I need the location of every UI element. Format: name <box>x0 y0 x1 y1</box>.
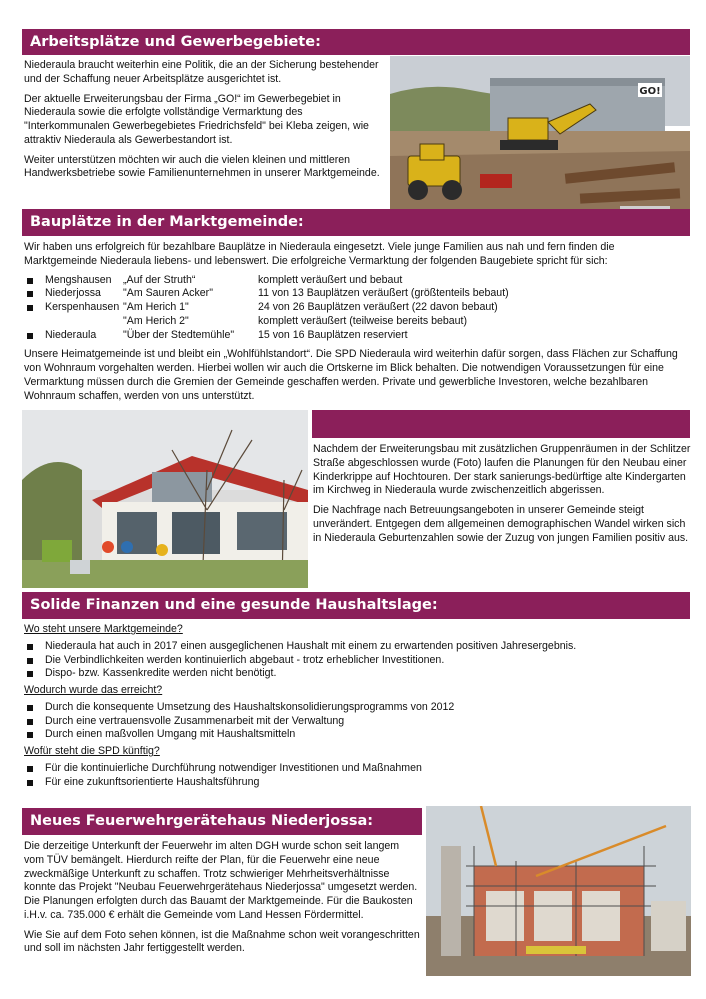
list-item: Für eine zukunftsorientierte Haushaltsführung <box>24 776 690 790</box>
paragraph: Nachdem der Erweiterungsbau mit zusätzlichen Gruppenräumen in der Schlitzer Straße abgeschlossen wurde (Foto) laufen die Planungen für den Neubau einer Kinderkrippe auf Hochtouren. Der stark sanierungs-bedürftige alte Kindergarten im Kirchweg in Niederaula wurde zwischenzeitlich abgerissen. <box>313 443 691 497</box>
go-sign: GO! <box>639 86 661 97</box>
section-header-feuerwehr <box>22 808 422 835</box>
table-row <box>24 287 509 301</box>
bullet-list <box>24 762 690 790</box>
list-item: Dispo- bzw. Kassenkredite werden nicht benötigt. <box>24 667 690 681</box>
feuerwehr-text <box>24 840 420 962</box>
list-item: Durch eine vertrauensvolle Zusammenarbeit mit der Verwaltung <box>24 715 690 729</box>
bullet-list <box>24 701 690 742</box>
paragraph: Unsere Heimatgemeinde ist und bleibt ein „Wohlfühlstandort“. Die SPD Niederaula wird weiterhin dafür sorgen, dass Flächen zur Schaffung von Wohnraum vorgehalten werden. Hierbei wollen wir auch die Ortskerne im Blick behalten. Die notwendigen Voraussetzungen für eine Vermarktung müssen durch die Gremien der Gemeinde geschaffen werden. Private und gewerbliche Investoren, welche bezahlbaren Wohnraum schaffen, werden von uns unterstützt. <box>24 348 678 402</box>
area-status: 24 von 26 Bauplätzen veräußert (22 davon bebaut) <box>258 301 498 314</box>
section-title: Bauplätze in der Marktgemeinde: <box>30 214 304 231</box>
arbeit-text <box>24 59 384 187</box>
area-place: Niederaula <box>45 328 97 341</box>
list-item: Die Verbindlichkeiten werden kontinuierlich abgebaut - trotz erheblicher Investitionen. <box>24 654 690 668</box>
section-title: Solide Finanzen und eine gesunde Haushaltslage: <box>30 597 438 614</box>
area-status: komplett veräußert und bebaut <box>258 273 403 286</box>
section-header-bau <box>22 209 690 236</box>
kita-text <box>313 443 691 551</box>
section-header-arbeit <box>22 29 690 55</box>
bau-text <box>24 241 690 409</box>
area-status: komplett veräußert (teilweise bereits bebaut) <box>258 314 468 327</box>
area-place: Kerspenhausen <box>45 301 120 314</box>
subheading: Wo steht unsere Marktgemeinde? <box>24 623 183 635</box>
finanzen-text <box>24 623 690 789</box>
table-row <box>24 315 509 329</box>
section-header-kita <box>312 410 690 438</box>
list-item: Niederaula hat auch in 2017 einen ausgeglichenen Haushalt mit einem zu erwartenden positiven Jahresergebnis. <box>24 640 690 654</box>
paragraph: Die Nachfrage nach Betreuungsangeboten in unserer Gemeinde steigt unverändert. Entgegen dem allgemeinen demographischen Wandel wirken sich in Niederaula Geburtenzahlen sowie der Zuzug von jungen Familien positiv aus. <box>313 504 689 544</box>
list-item: Für die kontinuierliche Durchführung notwendiger Investitionen und Maßnahmen <box>24 762 690 776</box>
paragraph: Der aktuelle Erweiterungsbau der Firma „GO!“ im Gewerbegebiet in Niederaula sowie die erfolgte vollständige Vermarktung des "Interkommunalen Gewerbegebietes Friedrichsfeld" bei Kleba zeigen, wie attraktiv Niederaula als Gewerbestandort ist. <box>24 92 369 146</box>
photo-fire-station-construction <box>426 806 691 976</box>
area-place <box>45 315 123 329</box>
table-row <box>24 274 509 288</box>
area-status: 15 von 16 Bauplätzen reserviert <box>258 328 408 341</box>
table-row <box>24 301 509 315</box>
area-place: Mengshausen <box>45 273 112 286</box>
area-place: Niederjossa <box>45 287 101 300</box>
area-name: "Am Herich 2" <box>123 314 189 327</box>
paragraph: Die derzeitige Unterkunft der Feuerwehr im alten DGH wurde schon seit langem vom TÜV bemängelt. Hierdurch reifte der Plan, für die Feuerwehr eine neue zweckmäßige Unterkunft zu schaffen. Trotz schwieriger Mehrheitsverhältnisse konnte das Projekt "Neubau Feuerwehrgerätehaus Niederjossa" umgesetzt werden. Die Planungen erfolgten durch das Bauamt der Marktgemeinde. Für die Baukosten i.H.v. ca. 735.000 € erhält die Gemeinde vom Land Hessen Fördermittel. <box>24 840 418 921</box>
area-name: "Am Sauren Acker" <box>123 287 213 300</box>
area-name: "Über der Stedtemühle" <box>123 328 235 341</box>
table-row <box>24 329 509 343</box>
subheading: Wofür steht die SPD künftig? <box>24 745 160 758</box>
list-item: Durch die konsequente Umsetzung des Haushaltskonsolidierungsprogramms von 2012 <box>24 701 690 715</box>
paragraph: Weiter unterstützen möchten wir auch die vielen kleinen und mittleren Handwerksbetriebe sowie Familienunternehmen in unserer Marktgemeinde. <box>24 153 380 180</box>
area-name: "Am Herich 1" <box>123 301 189 314</box>
area-status: 11 von 13 Bauplätzen veräußert (größtenteils bebaut) <box>258 287 509 300</box>
subheading: Wodurch wurde das erreicht? <box>24 684 163 697</box>
bullet-list <box>24 640 690 681</box>
photo-kindergarten <box>22 410 308 588</box>
paragraph: Niederaula braucht weiterhin eine Politik, die an der Sicherung bestehender und der Schaffung neuer Arbeitsplätze ausgerichtet ist. <box>24 59 379 85</box>
section-title: Arbeitsplätze und Gewerbegebiete: <box>30 33 321 50</box>
section-header-finanzen <box>22 592 690 619</box>
list-item: Durch einen maßvollen Umgang mit Haushaltsmitteln <box>24 728 690 742</box>
paragraph: Wir haben uns erfolgreich für bezahlbare Bauplätze in Niederaula eingesetzt. Viele junge Familien aus nah und fern finden die Marktgemeinde Niederaula liebens- und lebenswert. Die erfolgreiche Vermarktung der folgenden Baugebiete spricht für sich: <box>24 241 615 267</box>
section-title: Neues Feuerwehrgerätehaus Niederjossa: <box>30 813 374 830</box>
paragraph: Wie Sie auf dem Foto sehen können, ist die Maßnahme schon weit vorangeschritten und soll im nächsten Jahr fertiggestellt werden. <box>24 928 420 955</box>
building-areas-table <box>24 274 509 343</box>
area-name: „Auf der Struth“ <box>123 273 196 286</box>
